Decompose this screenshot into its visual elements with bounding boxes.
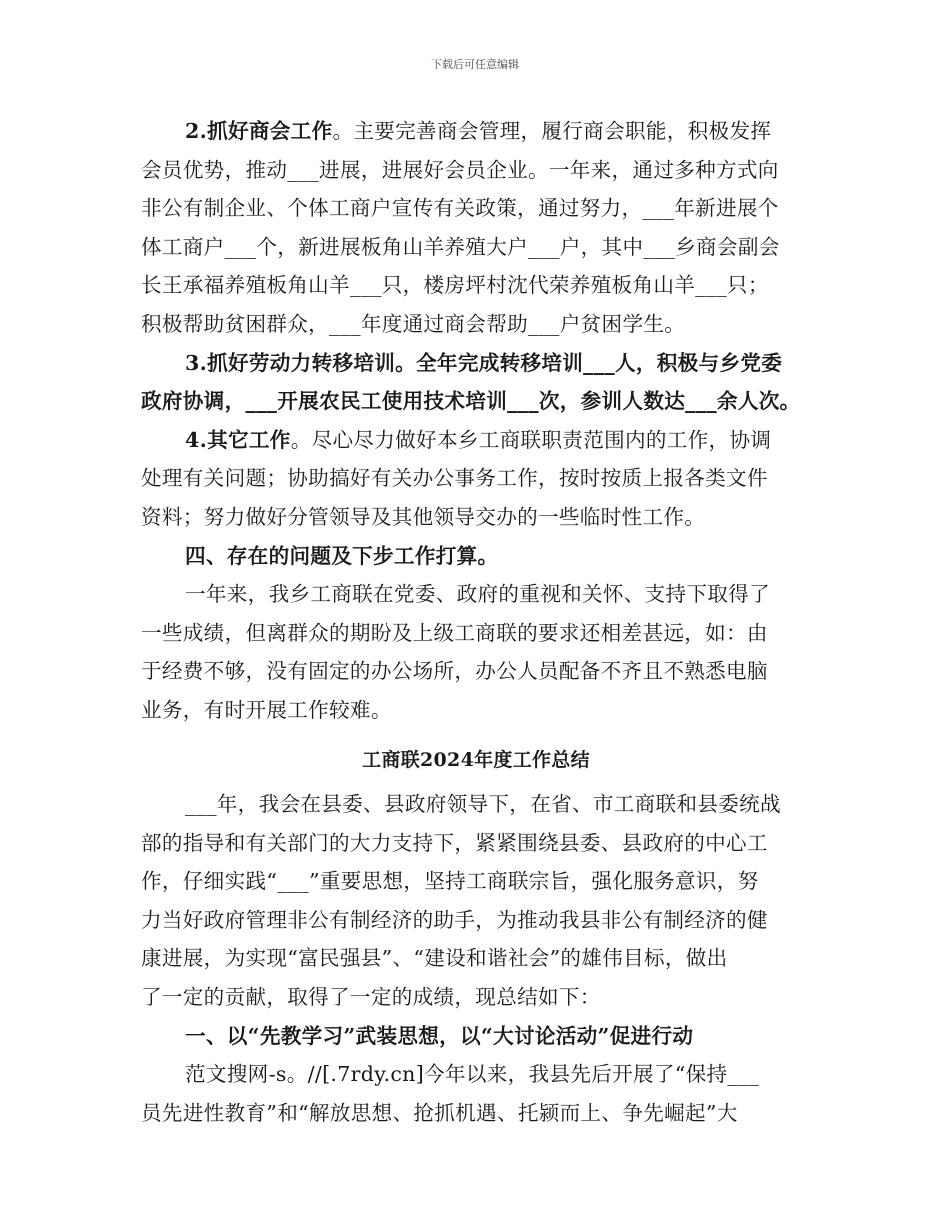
other-line-2: 处理有关问题；协助搞好有关办公事务工作，按时按质上报各类文件 [141, 466, 768, 491]
commerce-line-1 [141, 112, 811, 151]
intro-line-3: 作，仔细实践“___”重要思想，坚持工商联宗旨，强化服务意识，努 [141, 869, 759, 894]
problems-line-1: 一年来，我乡工商联在党委、政府的重视和关怀、支持下取得了 [185, 582, 771, 607]
intro-line-2: 部的指导和有关部门的大力支持下，紧紧围绕县委、县政府的中心工 [141, 830, 768, 855]
labor-line-2: 政府协调，___开展农民工使用技术培训___次，参训人数达___余人次。 [141, 389, 801, 414]
intro-line-4: 力当好政府管理非公有制经济的助手，为推动我县非公有制经济的健 [141, 907, 768, 932]
commerce-line-1-text: 。主要完善商会管理，履行商会职能，积极发挥 [332, 119, 772, 143]
commerce-line-2: 会员优势，推动___进展，进展好会员企业。一年来，通过多种方式向 [141, 157, 779, 182]
document-body [141, 112, 811, 1132]
commerce-line-5: 长王承福养殖板角山羊___只，楼房坪村沈代荣养殖板角山羊___只； [141, 273, 769, 298]
problems-line-3: 于经费不够，没有固定的办公场所，办公人员配备不齐且不熟悉电脑 [141, 659, 768, 684]
other-line-3: 资料；努力做好分管领导及其他领导交办的一些临时性工作。 [141, 504, 706, 529]
other-heading: 4.其它工作 [185, 427, 291, 452]
commerce-line-6: 积极帮助贫困群众，___年度通过商会帮助___户贫困学生。 [141, 311, 686, 336]
other-line-1 [141, 421, 811, 460]
intro-line-5: 康进展，为实现“富民强县”、“建设和谐社会”的雄伟目标，做出 [141, 946, 728, 971]
intro-line-1: ___年，我会在县委、县政府领导下，在省、市工商联和县委统战 [185, 792, 781, 817]
problems-heading: 四、存在的问题及下步工作打算。 [185, 543, 499, 568]
section-one-heading: 一、以“先教学习”武装思想，以“大讨论活动”促进行动 [185, 1023, 694, 1048]
page-header: 下载后可任意编辑 [431, 58, 519, 71]
commerce-line-4: 体工商户___个，新进展板角山羊养殖大户___户，其中___乡商会副会 [141, 234, 780, 259]
other-line-1-text: 。尽心尽力做好本乡工商联职责范围内的工作，协调 [290, 427, 772, 452]
problems-line-4: 业务，有时开展工作较难。 [141, 697, 392, 722]
commerce-heading: 2.抓好商会工作 [185, 119, 333, 143]
problems-line-2: 一些成绩，但离群众的期盼及上级工商联的要求还相差甚远，如：由 [141, 620, 768, 645]
intro-line-6: 了一定的贡献，取得了一定的成绩，现总结如下： [141, 985, 601, 1010]
document-title: 工商联2024年度工作总结 [362, 748, 590, 771]
commerce-line-3: 非公有制企业、个体工商户宣传有关政策，通过努力，___年新进展个 [141, 196, 779, 221]
section-one-line-2: 员先进性教育”和“解放思想、抢抓机遇、托颍而上、争先崛起”大 [141, 1100, 738, 1125]
labor-line-1: 3.抓好劳动力转移培训。全年完成转移培训___人，积极与乡党委 [185, 350, 783, 375]
section-one-line-1: 范文搜网-s。//[.7rdy.cn]今年以来，我县先后开展了“保持___ [185, 1062, 760, 1087]
